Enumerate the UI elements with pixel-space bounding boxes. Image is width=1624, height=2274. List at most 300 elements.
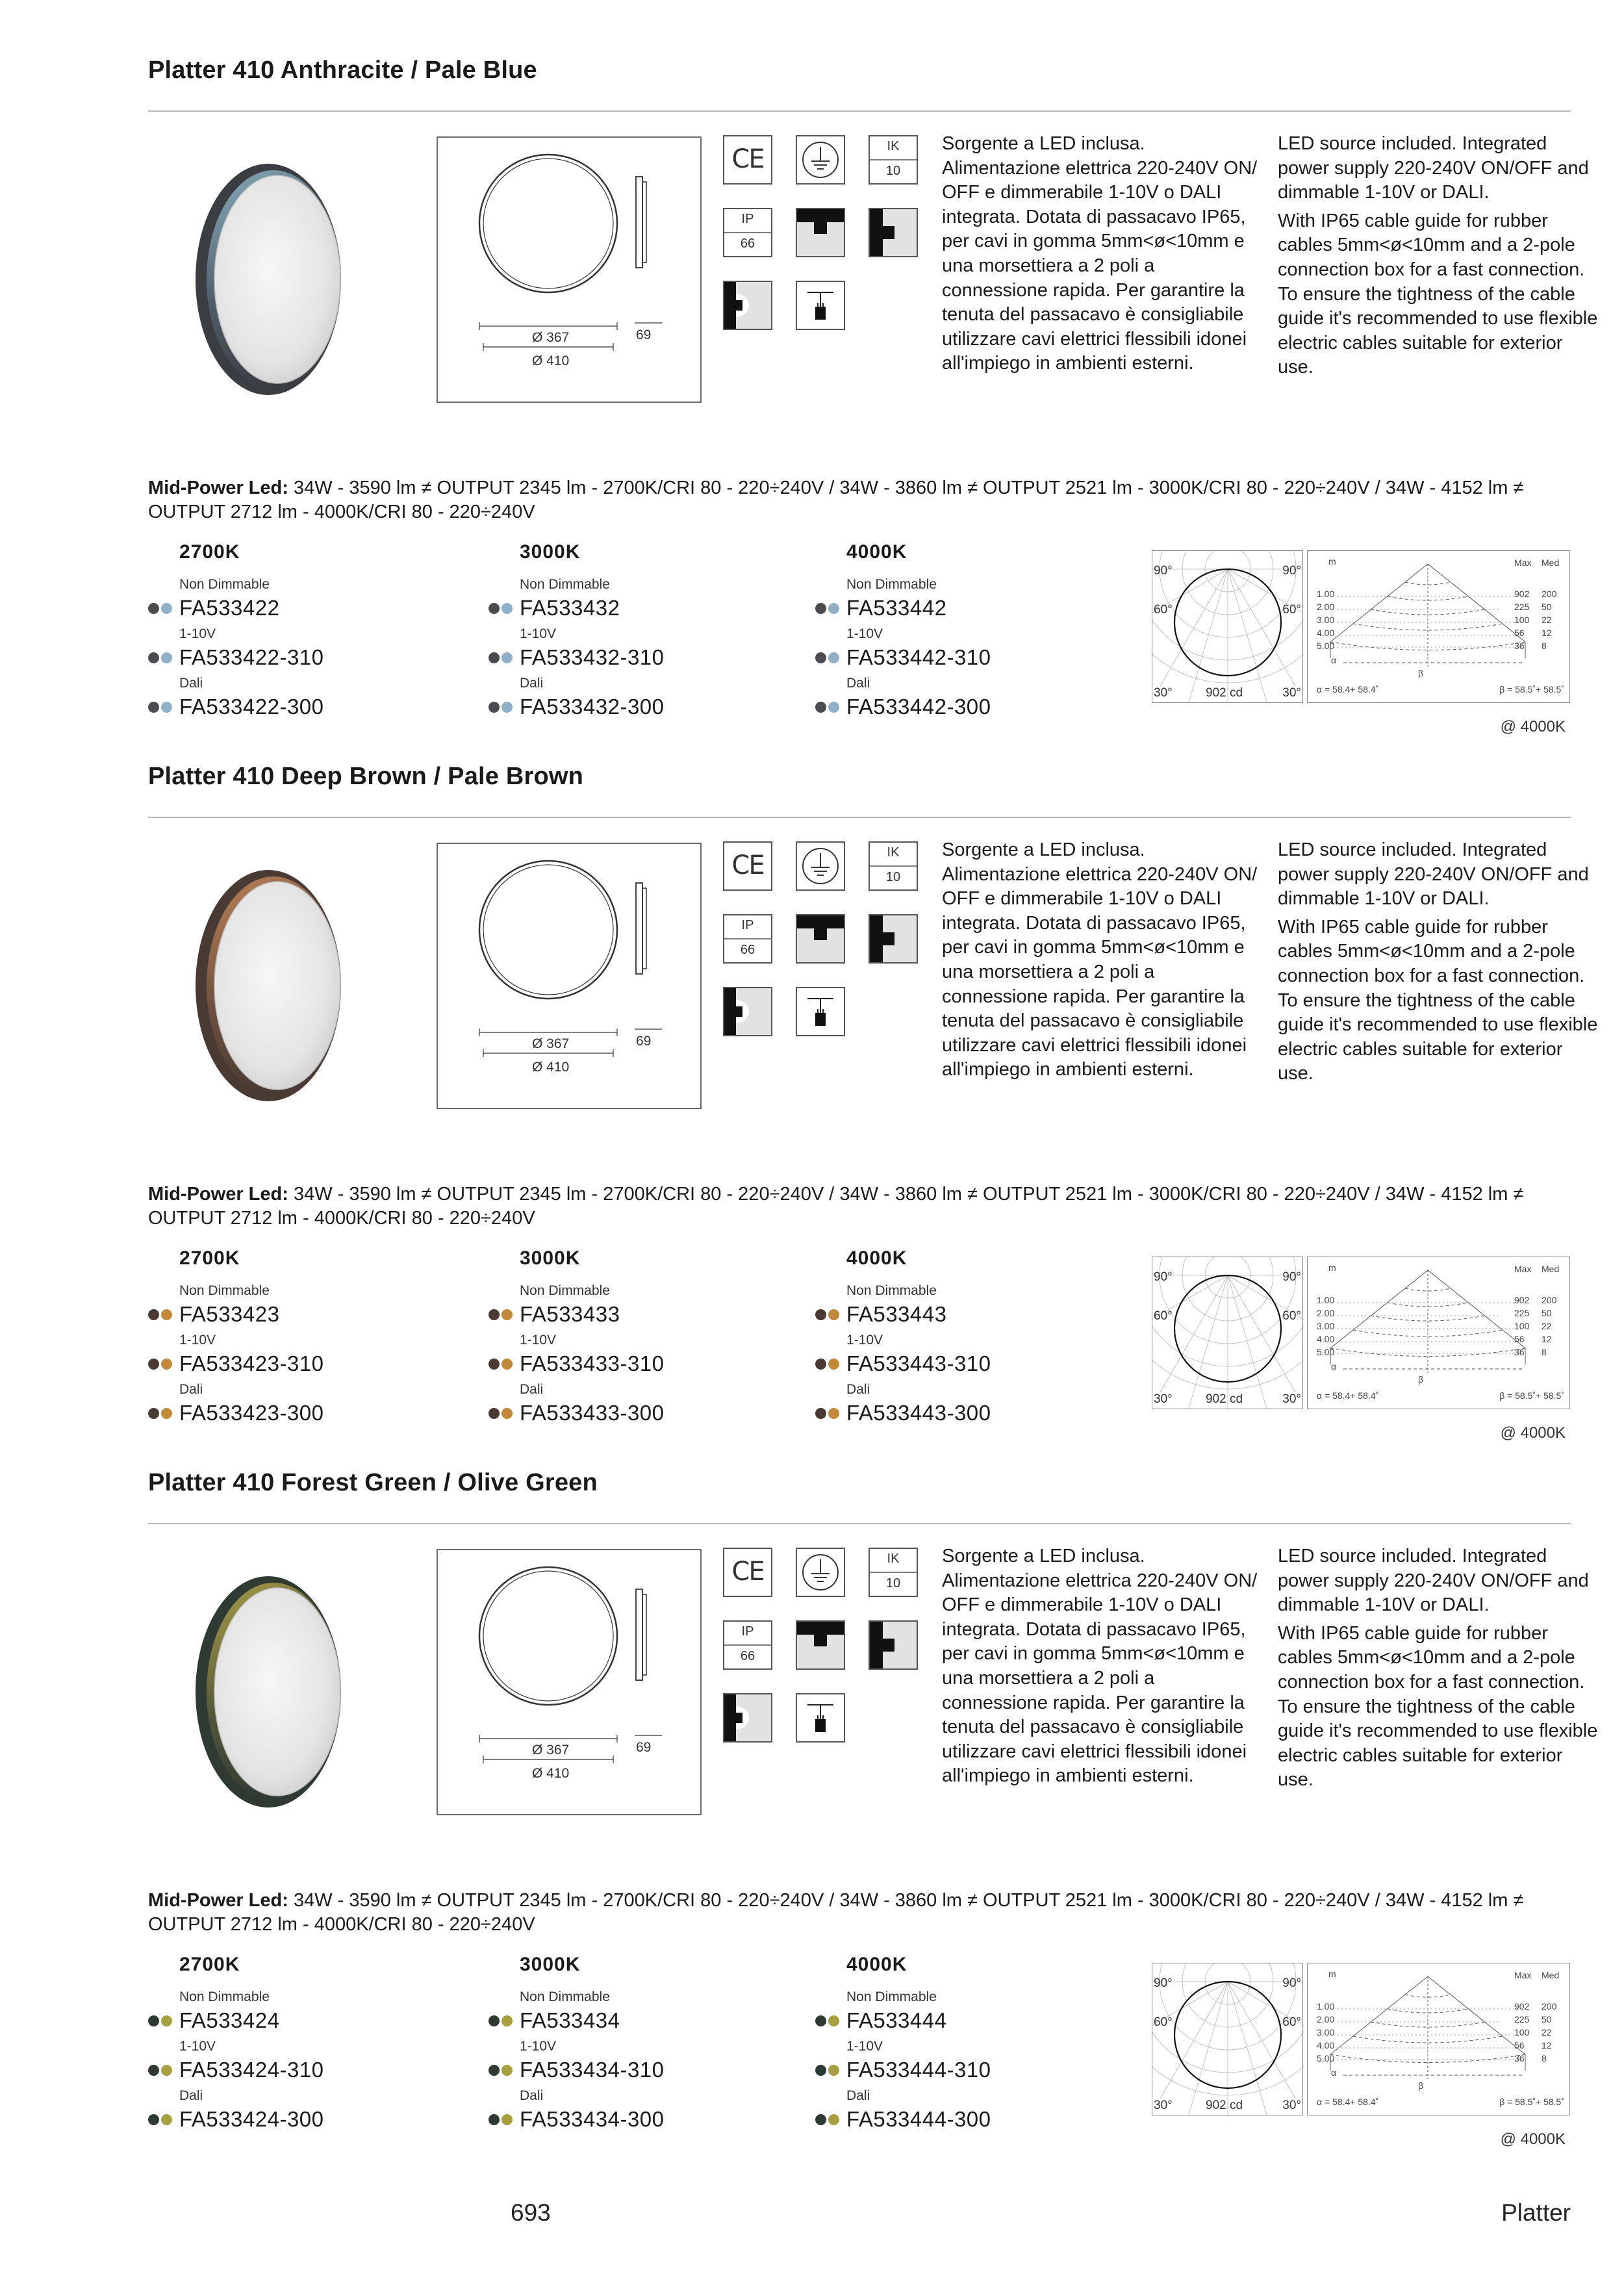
column-3000k xyxy=(488,1247,761,1428)
isolux-cone-diagram xyxy=(1307,1963,1570,2115)
variant-non-dimmable xyxy=(148,576,421,623)
ce-mark-label: CE xyxy=(731,144,764,174)
isolux-med-value: 8 xyxy=(1542,2053,1547,2063)
variant-1-10v xyxy=(815,1332,1088,1379)
isolux-max-header: Max xyxy=(1514,557,1532,568)
column-2700k xyxy=(148,1247,421,1428)
connection-box-icon xyxy=(796,987,845,1036)
wall-mount-icon xyxy=(869,914,918,964)
variant-1-10v xyxy=(488,2038,761,2085)
finish-swatch-1 xyxy=(815,2065,826,2076)
article-code: FA533443-310 xyxy=(846,1351,991,1375)
isolux-beta-symbol: β xyxy=(1418,1374,1424,1385)
polar-candela-label: 902 cd xyxy=(1206,1392,1243,1406)
product-section xyxy=(0,716,1624,1442)
ik-label: IK xyxy=(887,1552,900,1566)
isolux-med-value: 22 xyxy=(1542,615,1552,625)
product-family-name: Platter xyxy=(1501,2199,1571,2226)
isolux-beta-symbol: β xyxy=(1418,668,1424,678)
ceiling-mount-icon xyxy=(796,914,845,964)
finish-swatch-2 xyxy=(501,1359,513,1370)
ik-value: 10 xyxy=(885,870,901,884)
inner-diameter-label: Ø 367 xyxy=(532,1036,570,1051)
ce-mark-label: CE xyxy=(731,850,764,880)
finish-swatch-2 xyxy=(161,702,172,713)
column-header-4000k: 4000K xyxy=(846,1954,907,1975)
variant-dali xyxy=(815,1381,1088,1428)
isolux-max-value: 36 xyxy=(1514,1347,1525,1357)
ce-mark-icon xyxy=(723,841,772,891)
finish-swatches xyxy=(815,702,846,713)
description-english-power: LED source included. Integrated power supply 220-240V ON/OFF and dimmable 1-10V or DALI. xyxy=(1278,1546,1589,1616)
article-code: FA533434-300 xyxy=(520,2107,665,2131)
earth-ground-class-i-icon xyxy=(796,135,845,185)
isolux-med-value: 22 xyxy=(1542,1321,1552,1331)
ik-label: IK xyxy=(887,845,900,860)
wall-mount-icon xyxy=(869,1620,918,1670)
variant-type-label: Dali xyxy=(846,1382,870,1397)
article-code: FA533424-300 xyxy=(179,2107,324,2131)
isolux-beta-value: β = 58.5˚+ 58.5˚ xyxy=(1499,684,1564,695)
polar-light-diagram xyxy=(1152,550,1303,703)
dimension-drawing xyxy=(437,136,702,403)
finish-swatch-1 xyxy=(148,1408,159,1419)
article-code: FA533434-310 xyxy=(520,2058,665,2082)
section-title: Platter 410 Forest Green / Olive Green xyxy=(148,1469,598,1496)
earth-ground-class-i-icon xyxy=(796,1548,845,1597)
isolux-max-value: 56 xyxy=(1514,1334,1525,1344)
variant-type-label: Dali xyxy=(179,1382,203,1397)
isolux-med-value: 12 xyxy=(1542,2040,1552,2050)
article-code: FA533434 xyxy=(520,2008,620,2032)
isolux-beta-value: β = 58.5˚+ 58.5˚ xyxy=(1499,2097,1564,2107)
article-code: FA533424-310 xyxy=(179,2058,324,2082)
finish-swatch-2 xyxy=(161,652,172,663)
ik-rating-icon xyxy=(869,135,918,185)
variant-type-label: Non Dimmable xyxy=(520,1283,610,1298)
polar-label-30-left: 30° xyxy=(1154,1392,1173,1406)
connection-box-icon xyxy=(796,1693,845,1743)
article-code: FA533444 xyxy=(846,2008,947,2032)
product-section xyxy=(0,1422,1624,2148)
variant-type-label: 1-10V xyxy=(179,626,216,641)
finish-swatches xyxy=(815,603,846,614)
led-spec-label: Mid-Power Led: xyxy=(148,478,288,498)
led-spec-label: Mid-Power Led: xyxy=(148,1890,288,1911)
finish-swatch-2 xyxy=(828,1309,839,1320)
description-english xyxy=(1278,1544,1603,1793)
isolux-distance-value: 3.00 xyxy=(1317,1321,1335,1331)
isolux-med-value: 200 xyxy=(1542,589,1557,599)
isolux-distance-value: 2.00 xyxy=(1317,602,1335,612)
finish-swatch-2 xyxy=(828,652,839,663)
isolux-cone-diagram xyxy=(1307,1257,1570,1409)
isolux-med-value: 22 xyxy=(1542,2027,1552,2038)
isolux-distance-header: m xyxy=(1328,556,1336,567)
variant-1-10v xyxy=(148,626,421,672)
article-code: FA533432 xyxy=(520,596,620,620)
column-4000k xyxy=(815,1247,1088,1428)
column-header-4000k: 4000K xyxy=(846,1247,907,1269)
polar-label-60-left: 60° xyxy=(1154,2015,1173,2029)
finish-swatches xyxy=(815,1359,846,1370)
product-photo xyxy=(192,1572,348,1812)
isolux-alpha-value: α = 58.4+ 58.4˚ xyxy=(1317,2097,1379,2107)
finish-swatches xyxy=(488,652,520,663)
isolux-distance-value: 5.00 xyxy=(1317,641,1335,651)
isolux-distance-value: 2.00 xyxy=(1317,2014,1335,2025)
isolux-max-value: 902 xyxy=(1514,1295,1530,1305)
variant-type-label: Dali xyxy=(520,676,544,691)
led-spec-label: Mid-Power Led: xyxy=(148,1184,288,1205)
article-code: FA533443-300 xyxy=(846,1401,991,1425)
finish-swatches xyxy=(815,652,846,663)
finish-swatch-1 xyxy=(148,652,159,663)
isolux-med-header: Med xyxy=(1542,557,1560,568)
inner-diameter-label: Ø 367 xyxy=(532,330,570,345)
finish-swatch-1 xyxy=(148,1309,159,1320)
article-code: FA533422 xyxy=(179,596,280,620)
finish-swatch-2 xyxy=(161,2015,172,2026)
isolux-max-value: 36 xyxy=(1514,641,1525,651)
finish-swatch-2 xyxy=(161,603,172,614)
finish-swatch-1 xyxy=(148,1359,159,1370)
article-code: FA533442 xyxy=(846,596,947,620)
finish-swatch-1 xyxy=(488,2114,500,2125)
finish-swatch-2 xyxy=(501,702,513,713)
colour-temperature-note: @ 4000K xyxy=(1500,2130,1566,2148)
ip-label: IP xyxy=(741,918,754,932)
variant-dali xyxy=(488,1381,761,1428)
finish-swatch-2 xyxy=(161,1359,172,1370)
variant-non-dimmable xyxy=(488,1989,761,2036)
finish-swatches xyxy=(148,1309,179,1320)
article-code: FA533422-310 xyxy=(179,645,324,669)
column-2700k xyxy=(148,1954,421,2134)
ip-rating-icon xyxy=(723,1620,772,1670)
finish-swatch-1 xyxy=(815,652,826,663)
variant-type-label: Dali xyxy=(846,2088,870,2103)
isolux-med-value: 12 xyxy=(1542,1334,1552,1344)
isolux-med-value: 200 xyxy=(1542,1295,1557,1305)
polar-candela-label: 902 cd xyxy=(1206,2099,1243,2112)
finish-swatch-1 xyxy=(815,1309,826,1320)
variant-1-10v xyxy=(815,626,1088,672)
polar-label-60-left: 60° xyxy=(1154,1309,1173,1323)
ce-mark-icon xyxy=(723,1548,772,1597)
finish-swatch-2 xyxy=(501,603,513,614)
isolux-distance-value: 4.00 xyxy=(1317,628,1335,638)
isolux-med-value: 8 xyxy=(1542,641,1547,651)
wall-light-distribution-icon xyxy=(723,987,772,1036)
isolux-max-value: 56 xyxy=(1514,628,1525,638)
variant-type-label: Dali xyxy=(520,2088,544,2103)
column-3000k xyxy=(488,541,761,722)
variant-1-10v xyxy=(815,2038,1088,2085)
finish-swatch-1 xyxy=(148,702,159,713)
column-header-3000k: 3000K xyxy=(520,1247,581,1269)
isolux-distance-value: 5.00 xyxy=(1317,1347,1335,1357)
article-code: FA533442-310 xyxy=(846,645,991,669)
isolux-cone-diagram xyxy=(1307,550,1570,703)
polar-label-60-right: 60° xyxy=(1282,603,1301,617)
ip-rating-icon xyxy=(723,914,772,964)
depth-label: 69 xyxy=(636,1034,652,1049)
isolux-max-value: 225 xyxy=(1514,1308,1530,1318)
variant-dali xyxy=(148,2088,421,2134)
column-4000k xyxy=(815,1954,1088,2134)
isolux-alpha-symbol: α xyxy=(1331,1361,1337,1372)
finish-swatch-2 xyxy=(161,2114,172,2125)
isolux-alpha-value: α = 58.4+ 58.4˚ xyxy=(1317,1390,1379,1401)
inner-diameter-label: Ø 367 xyxy=(532,1743,570,1757)
ce-mark-label: CE xyxy=(731,1557,764,1587)
dimension-drawing xyxy=(437,1549,702,1815)
finish-swatches xyxy=(488,702,520,713)
isolux-max-value: 100 xyxy=(1514,1321,1530,1331)
polar-light-diagram xyxy=(1152,1257,1303,1409)
ceiling-mount-icon xyxy=(796,1620,845,1670)
variant-dali xyxy=(148,675,421,722)
finish-swatch-1 xyxy=(488,702,500,713)
isolux-distance-value: 3.00 xyxy=(1317,615,1335,625)
variant-type-label: Non Dimmable xyxy=(520,1989,610,2004)
finish-swatches xyxy=(148,2015,179,2026)
description-english xyxy=(1278,838,1603,1086)
column-header-2700k: 2700K xyxy=(179,1954,240,1975)
finish-swatch-1 xyxy=(815,2114,826,2125)
variant-non-dimmable xyxy=(815,1283,1088,1329)
isolux-distance-value: 2.00 xyxy=(1317,1308,1335,1318)
finish-swatch-1 xyxy=(815,2015,826,2026)
led-spec-text: 34W - 3590 lm ≠ OUTPUT 2345 lm - 2700K/CRI 80 - 220÷240V / 34W - 3860 lm ≠ OUTPUT 2521 lm - 3000K/CRI 80 - 220÷240V / 34W - 4152 lm ≠ OUTPUT 2712 lm - 4000K/CRI 80 - 220÷240V xyxy=(148,478,1524,522)
ip-value: 66 xyxy=(740,943,755,957)
isolux-alpha-symbol: α xyxy=(1331,2067,1337,2078)
finish-swatch-1 xyxy=(488,652,500,663)
polar-label-90-right: 90° xyxy=(1282,1270,1301,1284)
article-code: FA533424 xyxy=(179,2008,280,2032)
description-italian: Sorgente a LED inclusa. Alimentazione elettrica 220-240V ON/ OFF e dimmerabile 1-10V o DALI integrata. Dotata di passacavo IP65, per cavi in gomma 5mm<ø<10mm e una morsettiera a 2 poli a connessione rapida. Per garantire la tenuta del passacavo è consigliabile utilizzare cavi elettrici flessibili idonei all'impiego in ambienti esterni. xyxy=(942,1546,1258,1787)
isolux-distance-value: 1.00 xyxy=(1317,1295,1335,1305)
description-english-power: LED source included. Integrated power supply 220-240V ON/OFF and dimmable 1-10V or DALI. xyxy=(1278,839,1589,910)
finish-swatch-1 xyxy=(488,1309,500,1320)
isolux-max-value: 225 xyxy=(1514,2014,1530,2025)
variant-type-label: 1-10V xyxy=(846,1333,883,1348)
isolux-distance-value: 4.00 xyxy=(1317,1334,1335,1344)
finish-swatch-1 xyxy=(148,2065,159,2076)
description-english-cable: With IP65 cable guide for rubber cables 5mm<ø<10mm and a 2-pole connection box for a fast connection. To ensure the tightness of the cable guide it's recommended to use flexible electric cables suitable for exterior use. xyxy=(1278,210,1598,378)
article-code: FA533432-310 xyxy=(520,645,665,669)
finish-swatches xyxy=(815,2114,846,2125)
variant-dali xyxy=(815,675,1088,722)
column-3000k xyxy=(488,1954,761,2134)
finish-swatch-2 xyxy=(828,1359,839,1370)
depth-label: 69 xyxy=(636,1740,652,1755)
finish-swatch-2 xyxy=(828,2065,839,2076)
finish-swatches xyxy=(488,603,520,614)
isolux-max-value: 225 xyxy=(1514,602,1530,612)
finish-swatch-2 xyxy=(161,1309,172,1320)
isolux-max-value: 902 xyxy=(1514,2001,1530,2012)
earth-ground-class-i-icon xyxy=(796,841,845,891)
variant-dali xyxy=(488,675,761,722)
isolux-alpha-symbol: α xyxy=(1331,655,1337,665)
isolux-max-value: 36 xyxy=(1514,2053,1525,2063)
finish-swatches xyxy=(148,652,179,663)
ik-value: 10 xyxy=(885,1576,901,1591)
variant-type-label: 1-10V xyxy=(520,626,557,641)
isolux-med-value: 50 xyxy=(1542,2014,1552,2025)
finish-swatch-1 xyxy=(148,2114,159,2125)
variant-type-label: Dali xyxy=(846,676,870,691)
ik-rating-icon xyxy=(869,841,918,891)
finish-swatches xyxy=(148,1408,179,1419)
column-header-4000k: 4000K xyxy=(846,541,907,563)
finish-swatch-1 xyxy=(815,603,826,614)
variant-type-label: Non Dimmable xyxy=(520,577,610,592)
ik-label: IK xyxy=(887,139,900,153)
article-code: FA533423 xyxy=(179,1302,280,1326)
isolux-max-header: Max xyxy=(1514,1970,1532,1980)
finish-swatch-1 xyxy=(488,2065,500,2076)
isolux-distance-value: 1.00 xyxy=(1317,589,1335,599)
isolux-max-value: 100 xyxy=(1514,615,1530,625)
isolux-max-header: Max xyxy=(1514,1264,1532,1274)
wall-light-distribution-icon xyxy=(723,1693,772,1743)
variant-type-label: 1-10V xyxy=(179,1333,216,1348)
led-spec xyxy=(148,1889,1584,1937)
section-divider xyxy=(148,1523,1571,1524)
article-code: FA533432-300 xyxy=(520,695,665,719)
wall-light-distribution-icon xyxy=(723,281,772,330)
ceiling-mount-icon xyxy=(796,208,845,257)
finish-swatches xyxy=(488,1408,520,1419)
variant-type-label: 1-10V xyxy=(179,2039,216,2054)
finish-swatch-2 xyxy=(161,1408,172,1419)
description-english-power: LED source included. Integrated power supply 220-240V ON/OFF and dimmable 1-10V or DALI. xyxy=(1278,133,1589,203)
polar-label-90-left: 90° xyxy=(1154,1270,1173,1284)
finish-swatch-1 xyxy=(148,603,159,614)
variant-1-10v xyxy=(148,1332,421,1379)
article-code: FA533442-300 xyxy=(846,695,991,719)
section-divider xyxy=(148,817,1571,818)
article-code: FA533423-310 xyxy=(179,1351,324,1375)
variant-non-dimmable xyxy=(815,576,1088,623)
colour-temperature-note: @ 4000K xyxy=(1500,1424,1566,1442)
outer-diameter-label: Ø 410 xyxy=(532,353,570,368)
isolux-max-value: 902 xyxy=(1514,589,1530,599)
article-code: FA533444-310 xyxy=(846,2058,991,2082)
finish-swatches xyxy=(148,603,179,614)
article-code: FA533433 xyxy=(520,1302,620,1326)
variant-1-10v xyxy=(488,1332,761,1379)
colour-temperature-note: @ 4000K xyxy=(1500,718,1566,735)
ip-value: 66 xyxy=(740,1649,755,1663)
isolux-distance-header: m xyxy=(1328,1262,1336,1273)
article-code: FA533444-300 xyxy=(846,2107,991,2131)
finish-swatches xyxy=(488,1359,520,1370)
isolux-max-value: 100 xyxy=(1514,2027,1530,2038)
finish-swatch-2 xyxy=(828,702,839,713)
isolux-med-header: Med xyxy=(1542,1264,1560,1274)
column-4000k xyxy=(815,541,1088,722)
finish-swatch-2 xyxy=(501,1408,513,1419)
isolux-distance-header: m xyxy=(1328,1969,1336,1979)
variant-dali xyxy=(148,1381,421,1428)
outer-diameter-label: Ø 410 xyxy=(532,1766,570,1781)
variant-type-label: 1-10V xyxy=(846,626,883,641)
variant-type-label: Non Dimmable xyxy=(179,1989,270,2004)
section-divider xyxy=(148,110,1571,112)
isolux-distance-value: 3.00 xyxy=(1317,2027,1335,2038)
product-section xyxy=(0,10,1624,735)
column-header-2700k: 2700K xyxy=(179,541,240,563)
variant-type-label: Non Dimmable xyxy=(846,1283,937,1298)
polar-label-30-left: 30° xyxy=(1154,2099,1173,2112)
finish-swatch-2 xyxy=(501,2015,513,2026)
finish-swatch-2 xyxy=(828,603,839,614)
isolux-distance-value: 4.00 xyxy=(1317,2040,1335,2050)
finish-swatch-1 xyxy=(488,2015,500,2026)
variant-dali xyxy=(815,2088,1088,2134)
wall-mount-icon xyxy=(869,208,918,257)
finish-swatch-2 xyxy=(828,2015,839,2026)
polar-label-30-right: 30° xyxy=(1282,2099,1301,2112)
polar-label-60-right: 60° xyxy=(1282,2015,1301,2029)
article-code: FA533443 xyxy=(846,1302,947,1326)
finish-swatch-2 xyxy=(828,1408,839,1419)
ik-value: 10 xyxy=(885,164,901,178)
variant-1-10v xyxy=(148,2038,421,2085)
finish-swatch-2 xyxy=(161,2065,172,2076)
variant-non-dimmable xyxy=(148,1989,421,2036)
variant-non-dimmable xyxy=(488,576,761,623)
variant-type-label: Non Dimmable xyxy=(179,577,270,592)
finish-swatch-1 xyxy=(148,2015,159,2026)
isolux-distance-value: 1.00 xyxy=(1317,2001,1335,2012)
article-code: FA533433-300 xyxy=(520,1401,665,1425)
finish-swatch-1 xyxy=(488,603,500,614)
polar-label-90-right: 90° xyxy=(1282,1976,1301,1990)
finish-swatch-1 xyxy=(488,1359,500,1370)
column-2700k xyxy=(148,541,421,722)
finish-swatches xyxy=(815,1408,846,1419)
finish-swatches xyxy=(148,1359,179,1370)
polar-label-60-right: 60° xyxy=(1282,1309,1301,1323)
description-italian: Sorgente a LED inclusa. Alimentazione elettrica 220-240V ON/ OFF e dimmerabile 1-10V o DALI integrata. Dotata di passacavo IP65, per cavi in gomma 5mm<ø<10mm e una morsettiera a 2 poli a connessione rapida. Per garantire la tenuta del passacavo è consigliabile utilizzare cavi elettrici flessibili idonei all'impiego in ambienti esterni. xyxy=(942,839,1258,1080)
polar-label-60-left: 60° xyxy=(1154,603,1173,617)
product-photo xyxy=(192,865,348,1106)
finish-swatches xyxy=(815,1309,846,1320)
finish-swatches xyxy=(148,2065,179,2076)
column-header-3000k: 3000K xyxy=(520,1954,581,1975)
isolux-med-header: Med xyxy=(1542,1970,1560,1980)
depth-label: 69 xyxy=(636,327,652,342)
ip-label: IP xyxy=(741,212,754,226)
ip-rating-icon xyxy=(723,208,772,257)
isolux-med-value: 12 xyxy=(1542,628,1552,638)
product-photo xyxy=(192,159,348,400)
isolux-med-value: 50 xyxy=(1542,1308,1552,1318)
polar-label-30-right: 30° xyxy=(1282,686,1301,700)
finish-swatch-1 xyxy=(815,1359,826,1370)
variant-1-10v xyxy=(488,626,761,672)
ce-mark-icon xyxy=(723,135,772,185)
ip-value: 66 xyxy=(740,236,755,251)
finish-swatch-2 xyxy=(828,2114,839,2125)
section-title: Platter 410 Anthracite / Pale Blue xyxy=(148,57,537,84)
section-title: Platter 410 Deep Brown / Pale Brown xyxy=(148,763,584,790)
